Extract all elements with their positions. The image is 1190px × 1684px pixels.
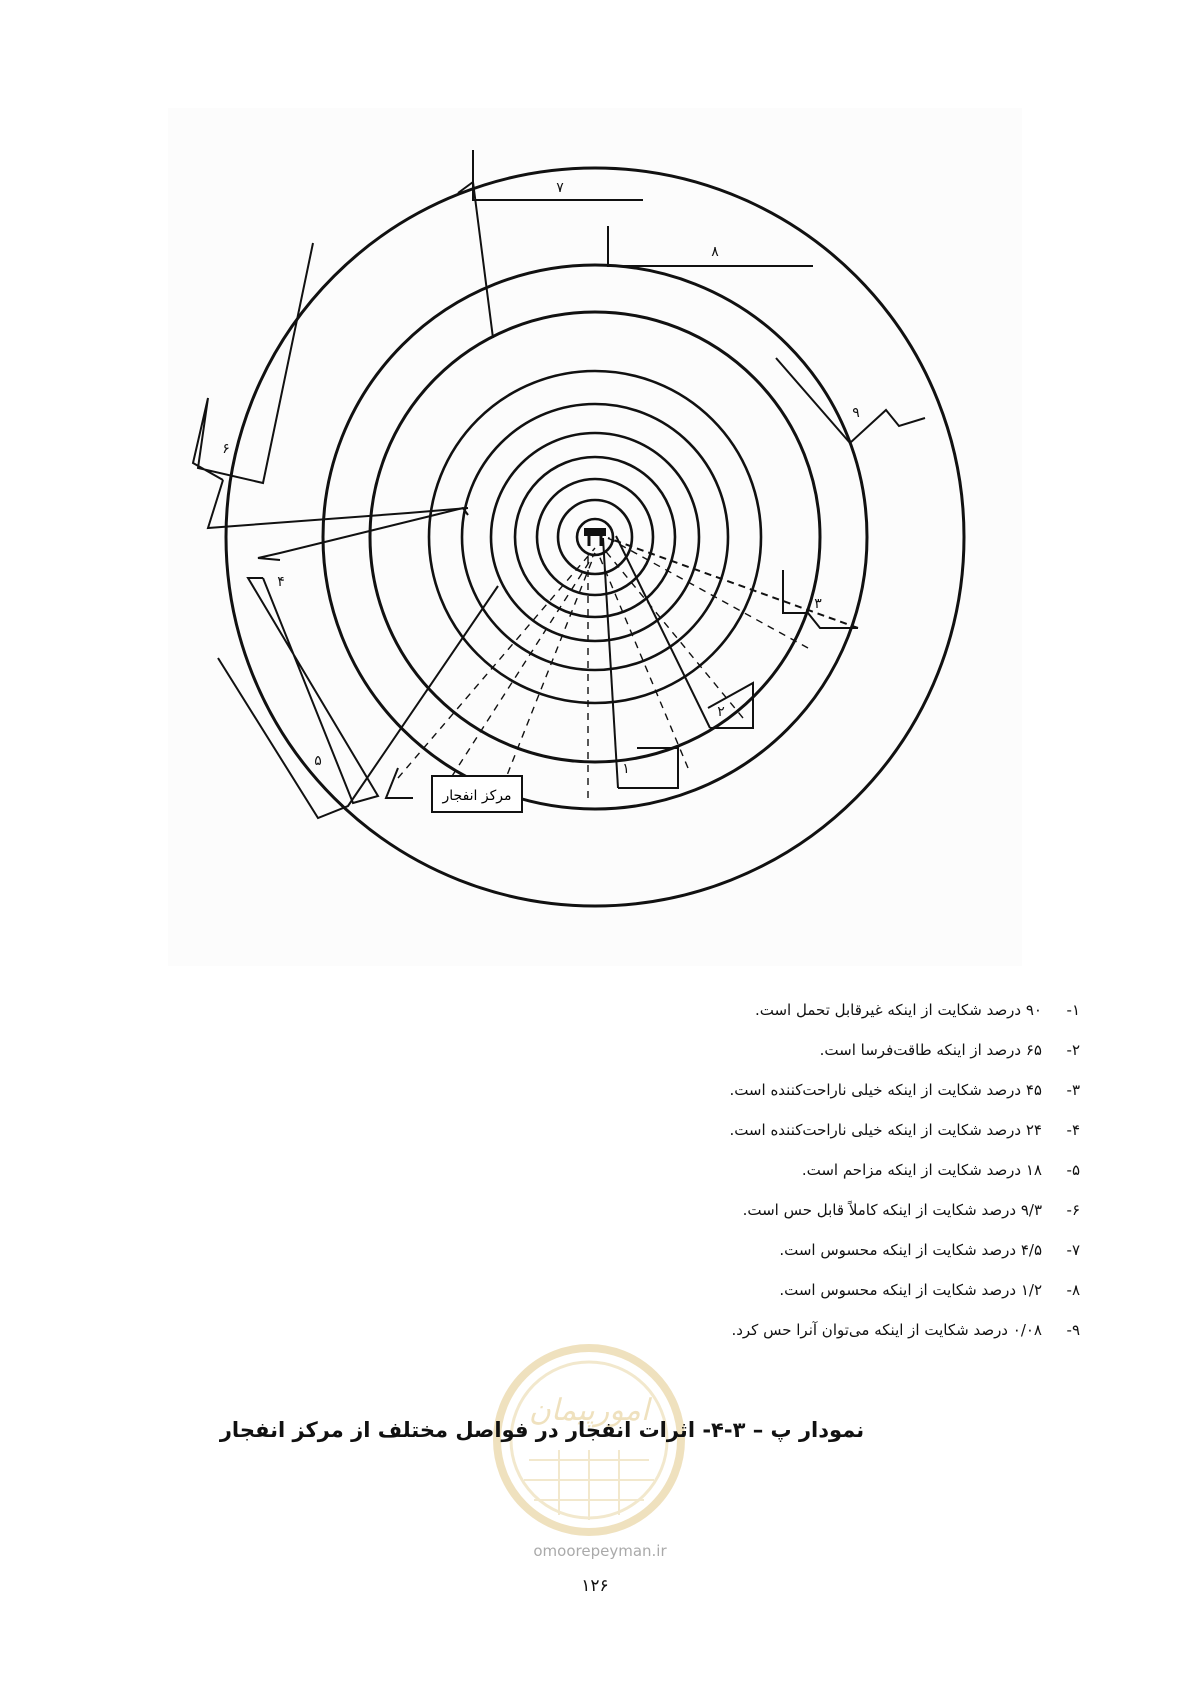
legend-item-number: ۳- xyxy=(1066,1081,1080,1099)
legend-item-text: ۶۵ درصد از اینکه طاقت‌فرسا است. xyxy=(819,1041,1042,1059)
legend-item-number: ۴- xyxy=(1066,1121,1080,1139)
watermark-logo-text: امورپیمان xyxy=(528,1393,650,1428)
legend-item-number: ۷- xyxy=(1066,1241,1080,1259)
legend-item xyxy=(600,1040,1080,1080)
legend-item xyxy=(600,1280,1080,1320)
leader-line-6 xyxy=(193,243,313,483)
zone-label-8: ۸ xyxy=(711,244,719,260)
legend-item xyxy=(600,1120,1080,1160)
legend-item xyxy=(600,1000,1080,1040)
legend-item-text: ۹۰ درصد شکایت از اینکه غیرقابل تحمل است. xyxy=(754,1001,1042,1019)
legend-item-text: ۴/۵ درصد شکایت از اینکه محسوس است. xyxy=(779,1241,1042,1259)
legend-item-number: ۱- xyxy=(1066,1001,1080,1019)
legend-item-number: ۸- xyxy=(1066,1281,1080,1299)
zone-label-2: ۲ xyxy=(717,704,725,720)
zone-circle-3 xyxy=(515,457,675,617)
leader-line-7-arrow xyxy=(458,182,493,338)
legend-item xyxy=(600,1080,1080,1120)
legend-item-number: ۲- xyxy=(1066,1041,1080,1059)
zone-circle-4 xyxy=(491,433,699,641)
center-label: مرکز انفجار xyxy=(442,788,512,804)
zone-label-4: ۴ xyxy=(277,574,285,590)
zone-label-9: ۹ xyxy=(852,405,860,421)
zone-circle-6 xyxy=(429,371,761,703)
legend-item-text: ۹/۳ درصد شکایت از اینکه کاملاً قابل حس است. xyxy=(742,1201,1042,1219)
legend-item-number: ۶- xyxy=(1066,1201,1080,1219)
zone-circle-1 xyxy=(558,500,632,574)
legend-item-text: ۱۸ درصد شکایت از اینکه مزاحم است. xyxy=(801,1161,1042,1179)
legend-list xyxy=(600,1000,1080,1360)
legend-item-number: ۵- xyxy=(1066,1161,1080,1179)
zone-circle-8 xyxy=(323,265,867,809)
zone-label-5: ۵ xyxy=(314,753,322,769)
explosion-center-mark xyxy=(584,528,606,536)
zone-circle-outer xyxy=(226,168,964,906)
legend-item-text: ۴۵ درصد شکایت از اینکه خیلی ناراحت‌کننده است. xyxy=(729,1081,1042,1099)
watermark-url: omoorepeyman.ir xyxy=(533,1542,667,1560)
legend-item xyxy=(600,1160,1080,1200)
zone-label-3: ۳ xyxy=(814,596,822,612)
explosion-zones-diagram xyxy=(168,108,1022,966)
legend-item-number: ۹- xyxy=(1066,1321,1080,1339)
zone-label-6: ۶ xyxy=(222,441,230,457)
zone-circle-5 xyxy=(462,404,728,670)
figure-caption: نمودار پ – ۳-۴- اثرات انفجار در فواصل مختلف از مرکز انفجار xyxy=(219,1418,865,1442)
zone-label-7: ۷ xyxy=(556,180,564,196)
explosion-diagram-area xyxy=(168,108,1022,966)
leader-line-center xyxy=(386,768,413,798)
legend-item xyxy=(600,1200,1080,1240)
zone-label-1: ۱ xyxy=(622,761,630,777)
legend-item-text: ۱/۲ درصد شکایت از اینکه محسوس است. xyxy=(779,1281,1042,1299)
page-number: ۱۲۶ xyxy=(581,1576,609,1596)
explosion-center-circle xyxy=(577,519,613,555)
legend-item-text: ۲۴ درصد شکایت از اینکه خیلی ناراحت‌کننده است. xyxy=(729,1121,1042,1139)
leader-line-9 xyxy=(776,358,925,443)
legend-item xyxy=(600,1240,1080,1280)
legend-item-text: ۰/۰۸ درصد شکایت از اینکه می‌توان آنرا حس کرد. xyxy=(731,1321,1042,1339)
leader-line-4b xyxy=(248,578,378,803)
